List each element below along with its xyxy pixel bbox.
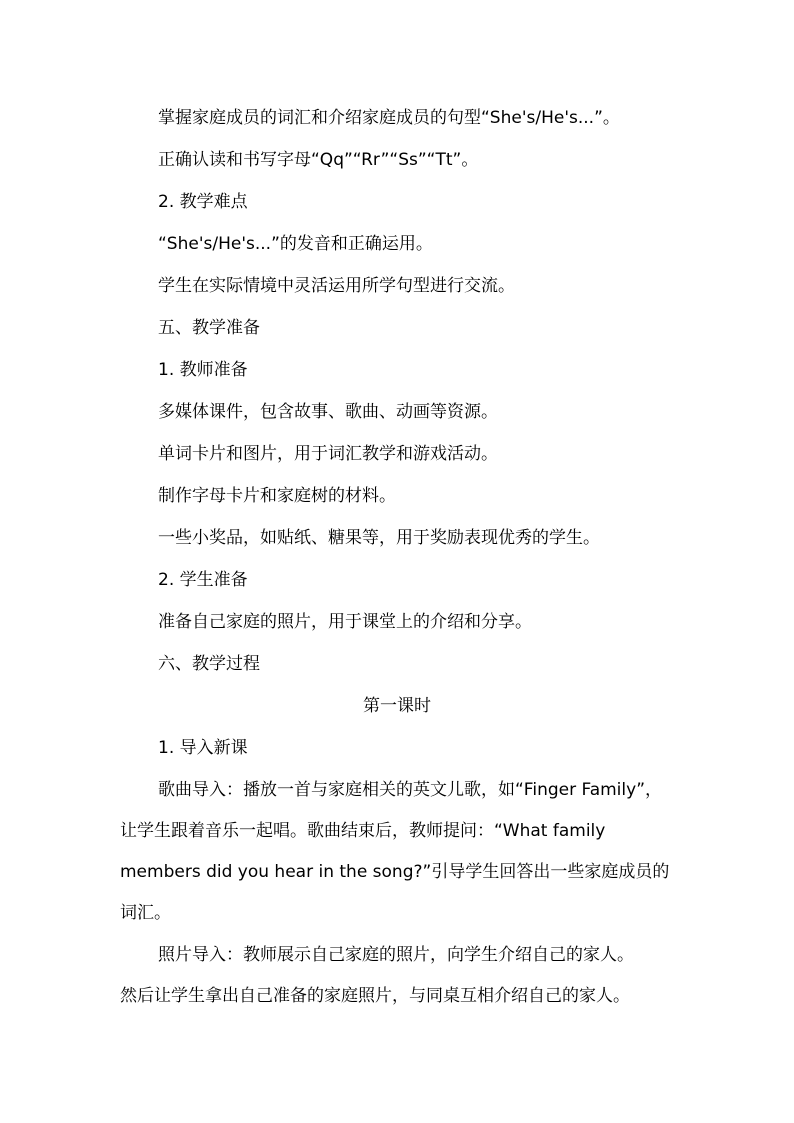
prep-item-family-photo: 准备自己家庭的照片，用于课堂上的介绍和分享。	[158, 612, 532, 632]
prep-item-letter-cards: 制作字母卡片和家庭树的材料。	[158, 486, 396, 506]
section-heading-difficulties: 2. 教学难点	[158, 192, 248, 212]
section-heading-process: 六、教学过程	[158, 654, 260, 674]
prep-item-multimedia: 多媒体课件，包含故事、歌曲、动画等资源。	[158, 402, 498, 422]
song-intro-line-4: 词汇。	[120, 903, 171, 923]
objective-letters-line: 正确认读和书写字母“Qq”“Rr”“Ss”“Tt”。	[158, 150, 479, 170]
song-intro-line-3: members did you hear in the song?”引导学生回答出一些家庭成员的	[120, 862, 670, 882]
step-heading-intro: 1. 导入新课	[158, 738, 248, 758]
lesson-title: 第一课时	[363, 696, 431, 716]
section-heading-preparation: 五、教学准备	[158, 318, 260, 338]
subheading-student-preparation: 2. 学生准备	[158, 570, 248, 590]
photo-intro-line-2: 然后让学生拿出自己准备的家庭照片，与同桌互相介绍自己的家人。	[120, 986, 630, 1006]
prep-item-word-cards: 单词卡片和图片，用于词汇教学和游戏活动。	[158, 444, 498, 464]
song-intro-line-1: 歌曲导入：播放一首与家庭相关的英文儿歌，如“Finger Family”，	[158, 780, 662, 800]
prep-item-prizes: 一些小奖品，如贴纸、糖果等，用于奖励表现优秀的学生。	[158, 528, 600, 548]
song-intro-line-2: 让学生跟着音乐一起唱。歌曲结束后，教师提问：“What family	[120, 821, 606, 841]
photo-intro-line-1: 照片导入：教师展示自己家庭的照片，向学生介绍自己的家人。	[158, 945, 634, 965]
subheading-teacher-preparation: 1. 教师准备	[158, 360, 248, 380]
difficulty-pronunciation-line: “She's/He's...”的发音和正确运用。	[158, 234, 433, 254]
difficulty-usage-line: 学生在实际情境中灵活运用所学句型进行交流。	[158, 276, 515, 296]
objective-vocabulary-line: 掌握家庭成员的词汇和介绍家庭成员的句型“She's/He's...”。	[158, 108, 620, 128]
